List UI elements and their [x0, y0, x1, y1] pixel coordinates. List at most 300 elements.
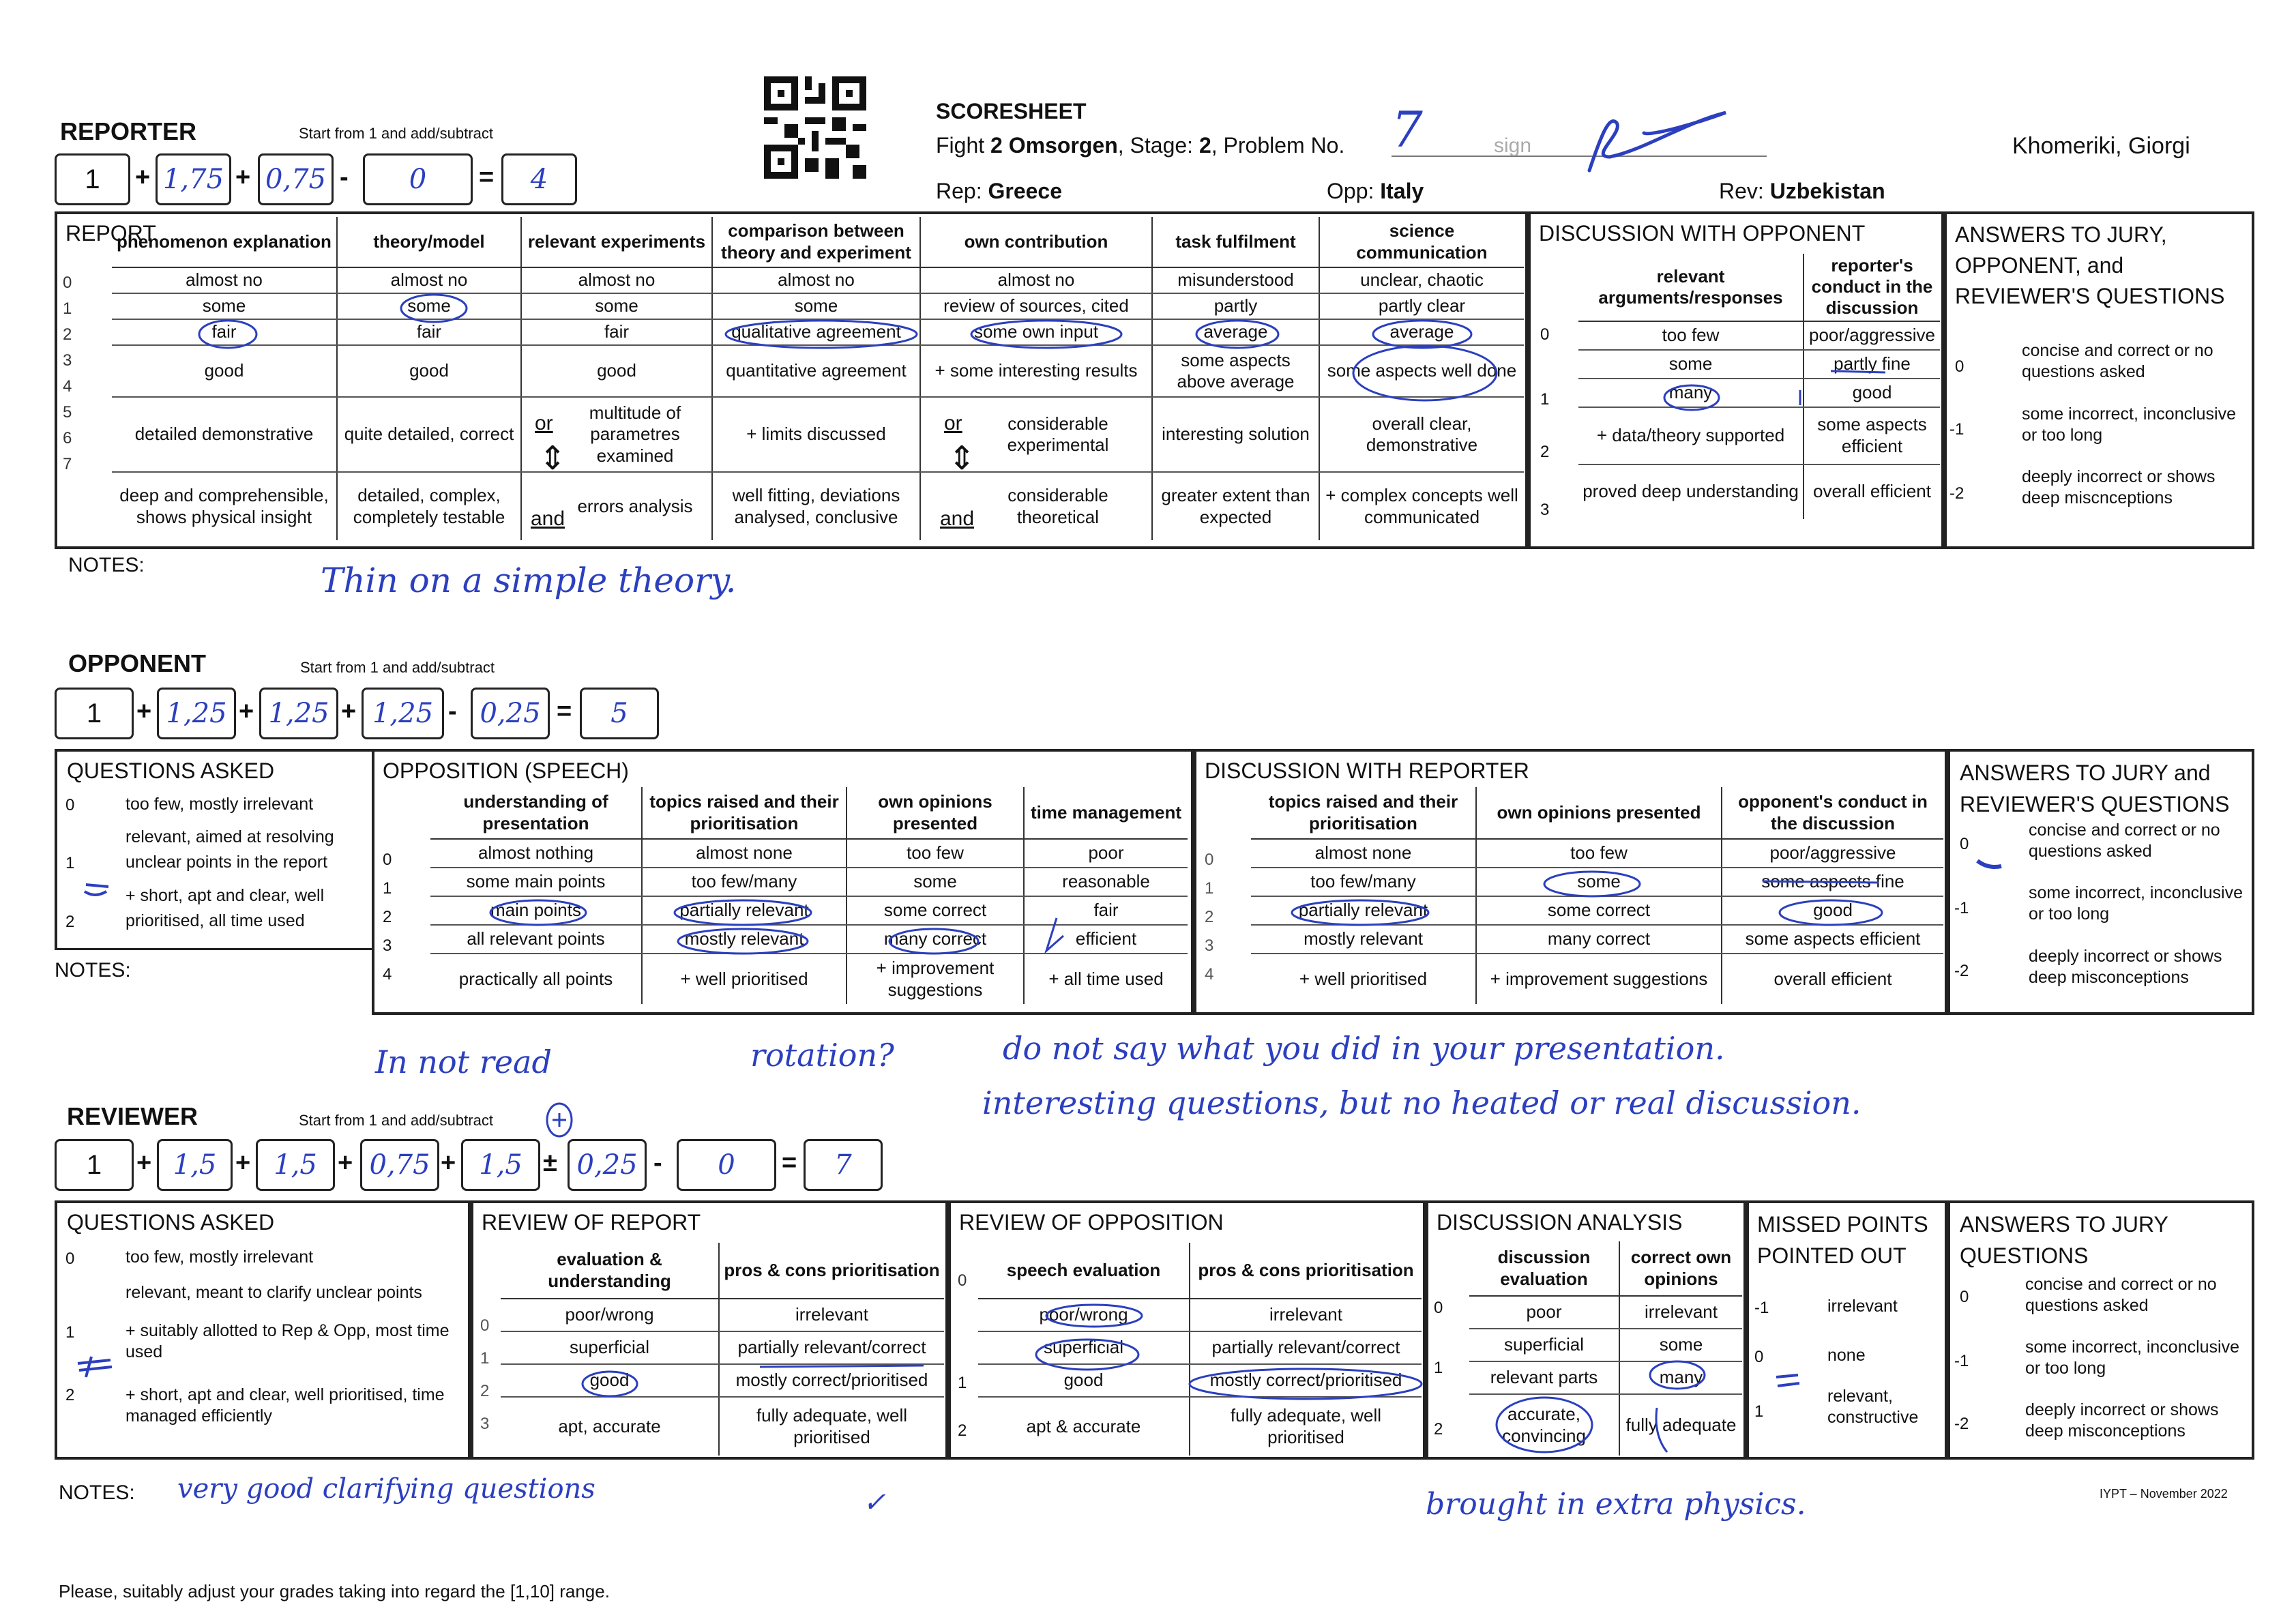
fight-number: 2: [990, 133, 1003, 158]
updown-arrow-icon: ⇕: [539, 441, 567, 477]
rubric-cell[interactable]: irrelevant: [719, 1299, 944, 1331]
level-label: 0: [1960, 835, 1969, 853]
level-label: 2: [65, 913, 75, 931]
reviewer-start-note: Start from 1 and add/subtract: [299, 1112, 493, 1129]
reporter-notes-label: NOTES:: [68, 554, 145, 576]
level-label: -1: [1949, 420, 1964, 439]
opponent-grade-2[interactable]: 1,25: [259, 688, 338, 739]
rubric-cell[interactable]: irrelevant: [1190, 1299, 1422, 1331]
question-criterion[interactable]: relevant, meant to clarify unclear points: [126, 1283, 422, 1302]
opponent-grade-3[interactable]: 1,25: [362, 688, 444, 739]
rubric-cell[interactable]: relevant parts: [1469, 1361, 1619, 1394]
opposition-speech-title: OPPOSITION (SPEECH): [383, 758, 629, 783]
rubric-cell[interactable]: partly fine: [1804, 350, 1940, 379]
rubric-cell[interactable]: too few: [847, 839, 1024, 868]
reviewer-answers-panel: [1947, 1200, 2254, 1460]
reporter-start-note: Start from 1 and add/subtract: [299, 125, 493, 142]
rubric-cell[interactable]: almost no: [112, 267, 337, 293]
reviewer-answers-title: ANSWERS TO JURY QUESTIONS: [1960, 1212, 2168, 1269]
level-label: 3: [1205, 936, 1214, 955]
rubric-cell[interactable]: some: [847, 868, 1024, 896]
rubric-cell[interactable]: fair: [521, 319, 712, 345]
rubric-cell[interactable]: good: [521, 345, 712, 397]
level-label: -1: [1954, 899, 1969, 917]
level-label: 5: [63, 403, 72, 422]
rubric-cell[interactable]: fully adequate, well prioritised: [1230, 1405, 1382, 1447]
answer-criterion[interactable]: deeply incorrect or shows deep miscnceptions: [2022, 467, 2216, 508]
rev-country: Uzbekistan: [1769, 179, 1885, 203]
rubric-cell[interactable]: efficient: [1024, 925, 1188, 954]
opponent-questions-mark: [57, 752, 126, 953]
level-label: -2: [1954, 1415, 1969, 1433]
rubric-cell[interactable]: mostly relevant: [642, 925, 847, 954]
level-label: 0: [65, 1250, 75, 1268]
rubric-cell[interactable]: partially relevant/correct: [1190, 1331, 1422, 1364]
rubric-cell[interactable]: deep and comprehensible, shows physical insight: [112, 472, 337, 540]
opponent-answers-panel: [1947, 749, 2254, 1015]
level-label: 4: [63, 377, 72, 396]
rubric-cell[interactable]: poor/wrong: [501, 1299, 719, 1331]
rubric-cell[interactable]: poor: [1469, 1296, 1619, 1329]
reviewer-notes-handwritten-1[interactable]: very good clarifying questions: [177, 1473, 595, 1505]
rubric-cell[interactable]: detailed demonstrative: [112, 397, 337, 472]
question-criterion[interactable]: + suitably allotted to Rep & Opp, most time used: [126, 1321, 450, 1362]
rubric-cell[interactable]: almost none: [1251, 839, 1476, 868]
rubric-cell[interactable]: almost none: [642, 839, 847, 868]
rubric-cell[interactable]: considerable theoretical: [920, 472, 1152, 540]
fight-line: [936, 133, 1344, 158]
level-label: 2: [480, 1382, 490, 1400]
rubric-cell[interactable]: many correct: [847, 925, 1024, 954]
level-label: 4: [383, 965, 392, 984]
plus-sign: +: [235, 1149, 251, 1177]
column-header: understanding of presentation: [430, 787, 642, 839]
rubric-cell[interactable]: fully adequate: [1625, 1414, 1737, 1435]
reviewer-formula: [55, 1139, 894, 1194]
rubric-cell[interactable]: overall clear, demonstrative: [1319, 397, 1524, 472]
edition-label: IYPT – November 2022: [2100, 1487, 2228, 1501]
question-criterion[interactable]: unclear points in the report: [126, 853, 328, 872]
opponent-grade-4[interactable]: 0,25: [471, 688, 550, 739]
and-label: and: [940, 507, 975, 530]
reporter-circle-marks: [57, 214, 1531, 552]
rubric-cell[interactable]: some aspects above average: [1152, 345, 1319, 397]
rubric-cell[interactable]: many: [1578, 379, 1804, 407]
rubric-cell[interactable]: some aspects fine: [1722, 868, 1943, 896]
rubric-cell[interactable]: + all time used: [1048, 968, 1164, 989]
rubric-cell[interactable]: too few: [1578, 321, 1804, 350]
plus-sign: +: [239, 697, 254, 726]
level-label: -1: [1754, 1299, 1769, 1317]
level-label: -1: [1954, 1352, 1969, 1370]
rubric-cell[interactable]: some aspects well done: [1319, 345, 1524, 397]
level-label: 3: [63, 351, 72, 370]
rubric-cell[interactable]: superficial: [501, 1331, 719, 1364]
opponent-total[interactable]: 5: [580, 688, 659, 739]
problem-label: , Problem No.: [1211, 133, 1345, 158]
review-opposition-panel: [948, 1200, 1426, 1460]
rubric-cell[interactable]: reasonable: [1024, 868, 1188, 896]
plus-sign: +: [136, 1149, 152, 1177]
opp-label: Opp:: [1327, 179, 1374, 203]
rubric-cell[interactable]: + improvement suggestions: [847, 954, 1024, 1004]
rubric-cell[interactable]: good: [501, 1364, 719, 1397]
rubric-cell[interactable]: + data/theory supported: [1578, 407, 1804, 464]
rubric-cell[interactable]: + well prioritised: [642, 954, 847, 1004]
rubric-cell[interactable]: partially relevant: [642, 896, 847, 925]
reporter-formula: [55, 153, 573, 208]
rubric-cell[interactable]: review of sources, cited: [920, 293, 1152, 319]
rubric-cell[interactable]: fair: [1024, 896, 1188, 925]
plus-sign: +: [136, 697, 152, 726]
column-header: comparison between theory and experiment: [712, 217, 920, 267]
rubric-cell[interactable]: practically all points: [430, 954, 642, 1004]
stage-label: , Stage:: [1117, 133, 1194, 158]
rubric-cell[interactable]: fair: [112, 319, 337, 345]
rubric-cell[interactable]: main points: [430, 896, 642, 925]
column-header: topics raised and their prioritisation: [642, 787, 847, 839]
minus-sign: -: [340, 163, 349, 192]
rubric-cell[interactable]: partially relevant/correct: [719, 1331, 944, 1364]
rubric-cell[interactable]: mostly correct/prioritised: [719, 1364, 944, 1397]
rubric-cell[interactable]: partially relevant: [1251, 896, 1476, 925]
rubric-cell[interactable]: poor: [1024, 839, 1188, 868]
rubric-cell[interactable]: average: [1152, 319, 1319, 345]
level-label: 1: [63, 299, 72, 318]
opponent-answers-title: ANSWERS TO JURY and REVIEWER'S QUESTIONS: [1960, 761, 2230, 817]
plus-sign: +: [235, 163, 251, 192]
reporter-title: REPORTER: [60, 117, 197, 145]
reviewer-base-box: 1: [55, 1139, 134, 1191]
level-label: 2: [958, 1421, 967, 1440]
opp-country: Italy: [1380, 179, 1424, 203]
rubric-cell[interactable]: detailed, complex, completely testable: [337, 472, 521, 540]
rubric-cell[interactable]: almost nothing: [430, 839, 642, 868]
reviewer-grade-1[interactable]: 1,5: [157, 1139, 233, 1191]
reviewer-grade-6[interactable]: 0: [677, 1139, 776, 1191]
juror-signature: [1562, 102, 1739, 177]
reporter-answers-title: ANSWERS TO JURY, OPPONENT, and REVIEWER'S QUESTIONS: [1955, 222, 2225, 308]
rubric-cell[interactable]: multitude of parametres examined: [521, 397, 712, 472]
level-label: 6: [63, 429, 72, 447]
level-label: 2: [1205, 908, 1214, 926]
column-header: relevant arguments/responses: [1578, 254, 1804, 321]
rubric-cell[interactable]: considerable experimental: [920, 397, 1152, 472]
answer-criterion[interactable]: some incorrect, inconclusive or too long: [2022, 404, 2237, 445]
rubric-cell[interactable]: quite detailed, correct: [337, 397, 521, 472]
level-label: 1: [1540, 390, 1550, 409]
reviewer-notes-handwritten-2[interactable]: brought in extra physics.: [1426, 1487, 1806, 1522]
question-criterion[interactable]: + short, apt and clear, well: [126, 886, 325, 905]
column-header: own opinions presented: [847, 787, 1024, 839]
plus-minus-sign: ±: [543, 1149, 557, 1177]
rubric-cell[interactable]: some: [112, 293, 337, 319]
rubric-cell[interactable]: poor/aggressive: [1722, 839, 1943, 868]
rubric-cell[interactable]: some: [1476, 868, 1722, 896]
discussion-with-reporter-title: DISCUSSION WITH REPORTER: [1205, 758, 1529, 783]
rubric-cell[interactable]: poor/aggressive: [1804, 321, 1940, 350]
plus-sign: +: [135, 163, 151, 192]
level-label: 0: [383, 851, 392, 869]
level-label: 3: [383, 936, 392, 955]
qr-code: [764, 76, 866, 179]
or-label: or: [535, 412, 553, 434]
opponent-notes-handwritten-1[interactable]: In not read: [375, 1044, 552, 1080]
rubric-cell[interactable]: some own input: [920, 319, 1152, 345]
level-label: 1: [383, 879, 392, 898]
equals-sign: =: [557, 697, 572, 726]
rubric-cell[interactable]: almost no: [337, 267, 521, 293]
rubric-cell[interactable]: proved deep understanding: [1578, 464, 1804, 519]
level-label: -2: [1949, 484, 1964, 503]
rubric-cell[interactable]: some: [712, 293, 920, 319]
stage-number: 2: [1198, 133, 1211, 158]
level-label: 2: [63, 325, 72, 344]
review-opposition-title: REVIEW OF OPPOSITION: [959, 1210, 1224, 1235]
rubric-cell[interactable]: + some interesting results: [920, 345, 1152, 397]
sign-label: sign: [1494, 134, 1532, 157]
answer-criterion[interactable]: concise and correct or no questions asked: [2025, 1275, 2217, 1316]
missed-criterion[interactable]: none: [1827, 1346, 1866, 1365]
opponent-base-box: 1: [55, 688, 134, 739]
level-label: 1: [480, 1349, 490, 1368]
review-report-circle-marks: [473, 1203, 951, 1462]
level-label: 0: [1205, 851, 1214, 869]
rubric-cell[interactable]: qualitative agreement: [712, 319, 920, 345]
level-label: 0: [480, 1316, 490, 1335]
rubric-cell[interactable]: + improvement suggestions: [1476, 954, 1722, 1004]
rubric-cell[interactable]: some aspects efficient: [1722, 925, 1943, 954]
rubric-cell[interactable]: almost no: [521, 267, 712, 293]
rubric-cell[interactable]: some: [1619, 1329, 1742, 1361]
missed-criterion[interactable]: relevant, constructive: [1827, 1387, 1919, 1428]
reviewer-notes-label: NOTES:: [59, 1481, 135, 1504]
level-label: 0: [1434, 1299, 1443, 1317]
opposition-speech-panel: [372, 749, 1194, 1015]
rubric-cell[interactable]: mostly correct/prioritised: [1190, 1364, 1422, 1397]
rubric-cell[interactable]: many: [1619, 1361, 1742, 1394]
rubric-cell[interactable]: all relevant points: [430, 925, 642, 954]
rubric-cell[interactable]: some aspects efficient: [1804, 407, 1940, 464]
rep-country: Greece: [988, 179, 1063, 203]
reviewer-grade-5[interactable]: 0,25: [568, 1139, 647, 1191]
opponent-notes-label: NOTES:: [55, 959, 131, 981]
rubric-cell[interactable]: greater extent than expected: [1152, 472, 1319, 540]
reporter-grade-1[interactable]: 1,75: [156, 153, 231, 205]
rubric-cell[interactable]: good: [112, 345, 337, 397]
opponent-start-note: Start from 1 and add/subtract: [300, 659, 495, 676]
rubric-cell[interactable]: average: [1319, 319, 1524, 345]
reporter-base-box: 1: [55, 153, 130, 205]
level-label: 0: [1955, 357, 1964, 376]
rubric-cell[interactable]: + complex concepts well communicated: [1325, 485, 1518, 527]
rep-team: [936, 179, 1062, 204]
level-label: 0: [1960, 1288, 1969, 1306]
rubric-cell[interactable]: overall efficient: [1813, 481, 1931, 502]
plus-sign: +: [341, 697, 357, 726]
rubric-cell[interactable]: + well prioritised: [1251, 954, 1476, 1004]
equals-sign: =: [782, 1149, 797, 1177]
rubric-cell[interactable]: some main points: [430, 868, 642, 896]
level-label: 1: [65, 854, 75, 872]
column-header: pros & cons prioritisation: [1190, 1243, 1422, 1299]
column-header: own opinions presented: [1476, 787, 1722, 839]
opponent-answers-mark: [1950, 752, 2025, 1018]
minus-sign: -: [653, 1149, 662, 1177]
reviewer-grade-4[interactable]: 1,5: [461, 1139, 540, 1191]
reporter-total[interactable]: 4: [501, 153, 577, 205]
opponent-title: OPPONENT: [68, 649, 207, 677]
juror-name: Khomeriki, Giorgi: [2012, 133, 2190, 159]
rubric-cell[interactable]: almost no: [920, 267, 1152, 293]
level-label: 7: [63, 455, 72, 473]
minus-sign: -: [448, 697, 457, 726]
level-label: 0: [1540, 325, 1550, 344]
discussion-analysis-panel: [1426, 1200, 1746, 1460]
rubric-cell[interactable]: superficial: [1469, 1329, 1619, 1361]
question-criterion[interactable]: relevant, aimed at resolving: [126, 827, 334, 846]
review-report-panel: [471, 1200, 948, 1460]
level-label: 1: [958, 1374, 967, 1392]
question-criterion[interactable]: too few, mostly irrelevant: [126, 1247, 314, 1267]
opponent-notes-handwritten-4[interactable]: interesting questions, but no heated or real discussion.: [982, 1084, 1861, 1121]
level-label: 1: [1205, 879, 1214, 898]
rubric-cell[interactable]: too few/many: [1251, 868, 1476, 896]
column-header: topics raised and their prioritisation: [1251, 787, 1476, 839]
level-label: 0: [65, 796, 75, 814]
grading-instruction: Please, suitably adjust your grades taking into regard the [1,10] range.: [59, 1581, 610, 1601]
rubric-cell[interactable]: quantitative agreement: [712, 345, 920, 397]
rubric-cell[interactable]: superficial: [978, 1331, 1190, 1364]
answer-criterion[interactable]: concise and correct or no questions asked: [2029, 821, 2220, 861]
level-label: 1: [1434, 1359, 1443, 1377]
opponent-notes-handwritten-3[interactable]: do not say what you did in your presentation.: [1003, 1030, 1725, 1067]
reporter-grade-3[interactable]: 0: [363, 153, 473, 205]
rubric-cell[interactable]: well fitting, deviations analysed, conclusive: [712, 472, 920, 540]
answer-criterion[interactable]: deeply incorrect or shows deep misconceptions: [2029, 947, 2222, 988]
equals-sign: =: [479, 163, 495, 192]
level-label: 4: [1205, 965, 1214, 984]
rubric-cell[interactable]: poor/wrong: [978, 1299, 1190, 1331]
missed-points-title: MISSED POINTS POINTED OUT: [1757, 1212, 1928, 1269]
plus-circle-mark: [542, 1098, 576, 1139]
reviewer-title: REVIEWER: [67, 1102, 198, 1130]
column-header: science communication: [1319, 217, 1524, 267]
review-report-title: REVIEW OF REPORT: [482, 1210, 701, 1235]
and-label: and: [531, 507, 565, 530]
level-label: 3: [1540, 501, 1550, 519]
rubric-cell[interactable]: some: [337, 293, 521, 319]
column-header: correct own opinions: [1619, 1241, 1742, 1296]
column-header: time management: [1024, 787, 1188, 839]
question-criterion[interactable]: too few, mostly irrelevant: [126, 795, 314, 814]
discussion-with-opponent-title: DISCUSSION WITH OPPONENT: [1539, 221, 1866, 246]
level-label: 0: [63, 274, 72, 292]
rubric-cell[interactable]: unclear, chaotic: [1319, 267, 1524, 293]
reviewer-questions-title: QUESTIONS ASKED: [67, 1210, 275, 1235]
fight-label: Fight: [936, 133, 985, 158]
answer-criterion[interactable]: some incorrect, inconclusive or too long: [2025, 1338, 2240, 1378]
rubric-cell[interactable]: some: [1578, 350, 1804, 379]
answer-criterion[interactable]: deeply incorrect or shows deep misconceptions: [2025, 1400, 2219, 1441]
answer-criterion[interactable]: concise and correct or no questions asked: [2022, 341, 2213, 382]
level-label: 0: [1754, 1348, 1764, 1366]
rubric-cell[interactable]: overall efficient: [1773, 968, 1892, 989]
rubric-cell[interactable]: good: [1804, 379, 1940, 407]
reporter-notes-handwritten[interactable]: Thin on a simple theory.: [321, 561, 737, 600]
opp-team: [1327, 179, 1424, 204]
rubric-cell[interactable]: apt, accurate: [501, 1397, 719, 1456]
plus-sign: +: [441, 1149, 456, 1177]
rubric-cell[interactable]: apt & accurate: [978, 1397, 1190, 1456]
level-label: 2: [383, 908, 392, 926]
level-label: 2: [1540, 443, 1550, 461]
opponent-questions-title: QUESTIONS ASKED: [67, 758, 275, 783]
missed-points-mark: [1749, 1203, 1824, 1462]
reviewer-grade-2[interactable]: 1,5: [256, 1139, 335, 1191]
rubric-cell[interactable]: misunderstood: [1152, 267, 1319, 293]
rubric-cell[interactable]: fair: [337, 319, 521, 345]
reviewer-questions-panel: [55, 1200, 471, 1460]
rubric-cell[interactable]: irrelevant: [1619, 1296, 1742, 1329]
rubric-cell[interactable]: accurate, convincing: [1469, 1394, 1619, 1456]
rubric-cell[interactable]: some correct: [1476, 896, 1722, 925]
rubric-cell[interactable]: + limits discussed: [712, 397, 920, 472]
level-label: 3: [480, 1415, 490, 1433]
column-header: phenomenon explanation: [112, 217, 337, 267]
level-label: 2: [1434, 1420, 1443, 1438]
rubric-cell[interactable]: too few/many: [642, 868, 847, 896]
opponent-notes-handwritten-2[interactable]: rotation?: [750, 1037, 894, 1074]
column-header: reporter's conduct in the discussion: [1804, 254, 1940, 321]
rubric-cell[interactable]: partly clear: [1319, 293, 1524, 319]
rubric-cell[interactable]: many correct: [1476, 925, 1722, 954]
question-criterion[interactable]: prioritised, all time used: [126, 911, 305, 930]
rubric-cell[interactable]: partly: [1152, 293, 1319, 319]
rubric-cell[interactable]: interesting solution: [1152, 397, 1319, 472]
column-header: pros & cons prioritisation: [719, 1243, 944, 1299]
rev-label: Rev:: [1719, 179, 1764, 203]
review-opposition-circle-marks: [951, 1203, 1428, 1462]
reporter-grade-2[interactable]: 0,75: [258, 153, 334, 205]
rubric-cell[interactable]: some correct: [847, 896, 1024, 925]
reviewer-total[interactable]: 7: [804, 1139, 883, 1191]
rubric-cell[interactable]: good: [978, 1364, 1190, 1397]
rubric-cell[interactable]: errors analysis: [521, 472, 712, 540]
missed-criterion[interactable]: irrelevant: [1827, 1297, 1898, 1316]
opponent-grade-1[interactable]: 1,25: [157, 688, 236, 739]
problem-number-handwritten[interactable]: 7: [1392, 101, 1423, 158]
reviewer-grade-3[interactable]: 0,75: [360, 1139, 439, 1191]
rubric-cell[interactable]: good: [337, 345, 521, 397]
question-criterion[interactable]: + short, apt and clear, well prioritised, time managed efficiently: [126, 1385, 445, 1426]
discussion-analysis-circle-marks: [1428, 1203, 1749, 1462]
rubric-cell[interactable]: good: [1722, 896, 1943, 925]
rubric-cell[interactable]: almost no: [712, 267, 920, 293]
discussion-with-reporter-panel: [1194, 749, 1947, 1015]
rep-label: Rep:: [936, 179, 982, 203]
rubric-cell[interactable]: some: [521, 293, 712, 319]
column-header: task fulfilment: [1152, 217, 1319, 267]
rubric-cell[interactable]: fully adequate, well prioritised: [756, 1405, 908, 1447]
checkmark-icon: ✓: [863, 1487, 886, 1518]
discussion-analysis-title: DISCUSSION ANALYSIS: [1437, 1210, 1683, 1235]
level-label: 0: [958, 1271, 967, 1290]
rubric-cell[interactable]: mostly relevant: [1251, 925, 1476, 954]
answer-criterion[interactable]: some incorrect, inconclusive or too long: [2029, 883, 2243, 924]
updown-arrow-icon: ⇕: [948, 441, 976, 477]
rubric-cell[interactable]: too few: [1476, 839, 1722, 868]
